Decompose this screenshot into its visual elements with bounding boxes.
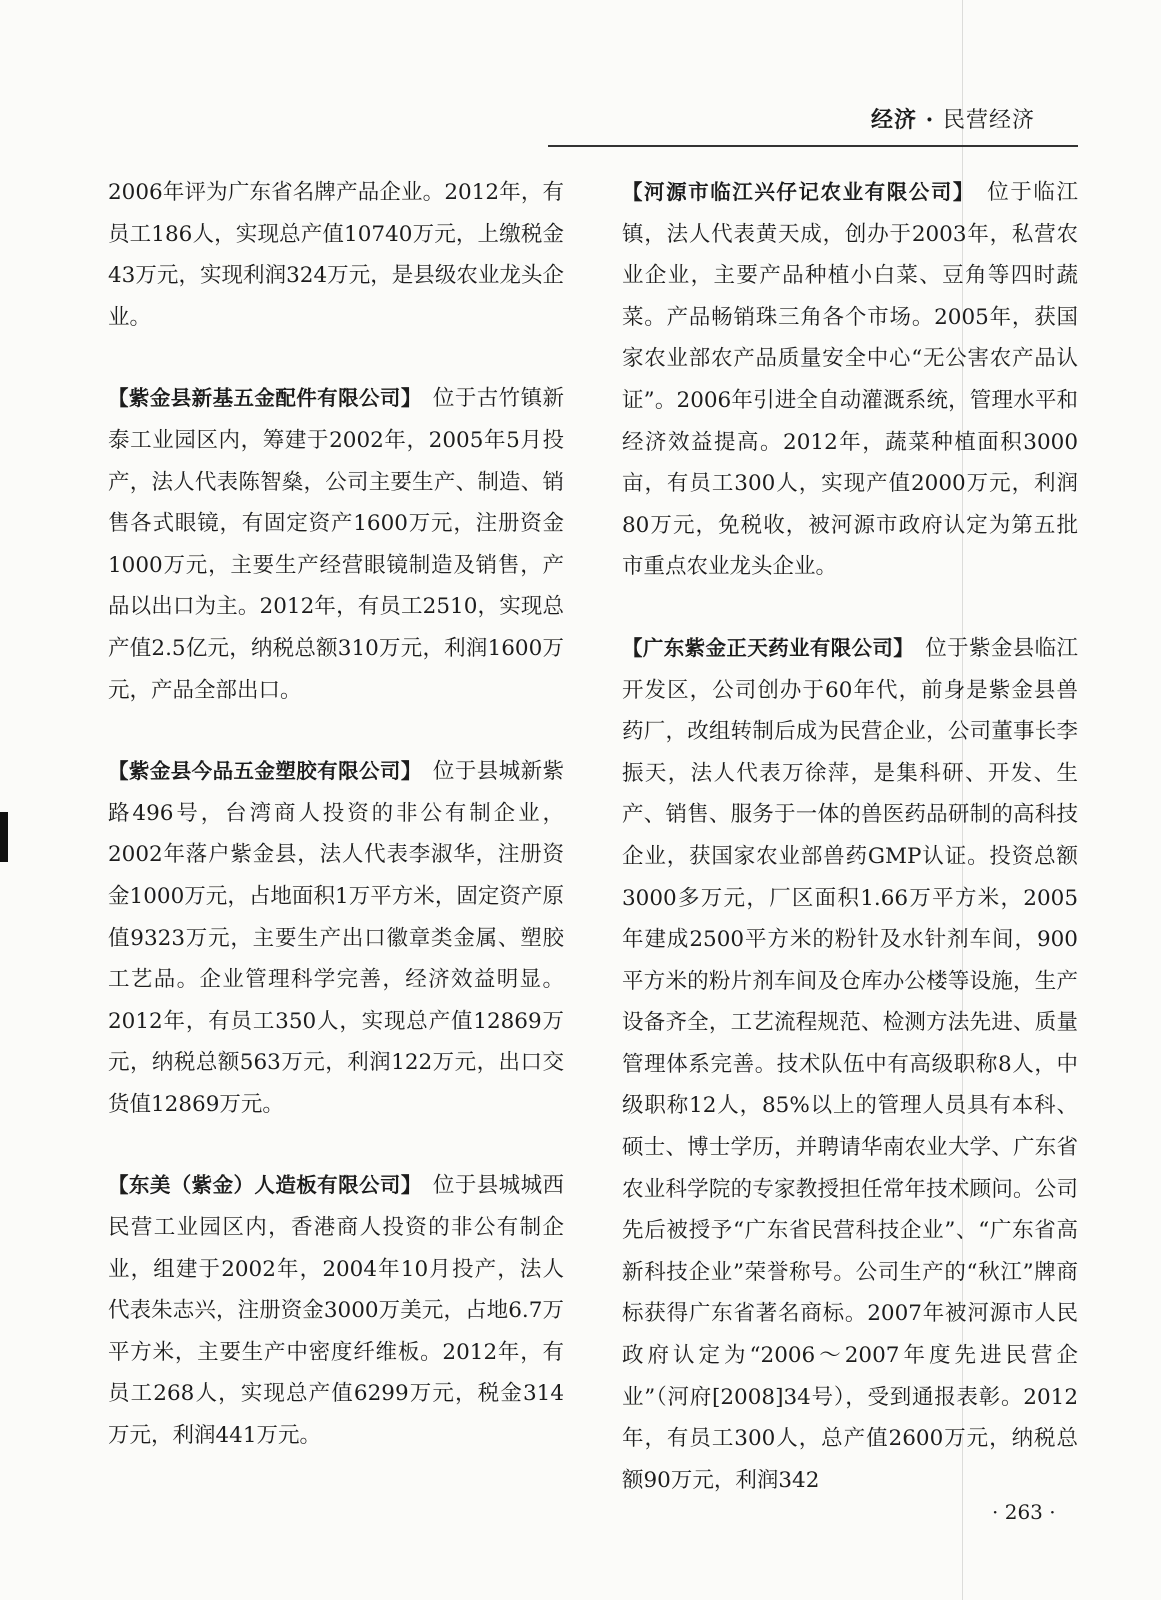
header-subsection: 民营经济 [942,108,1035,133]
entry-jinpin-plastic [108,751,564,1125]
entry-title: 【东美（紫金）人造板有限公司】 [108,1173,422,1198]
entry-title: 【紫金县新基五金配件有限公司】 [108,386,422,411]
entry-xinji-hardware [108,378,564,711]
entry-continued [108,172,564,338]
entry-title: 【广东紫金正天药业有限公司】 [622,635,915,660]
left-column [108,172,564,1497]
entry-zhengtian-pharma [622,628,1078,1501]
entry-dongmei-board [108,1165,564,1456]
entry-text: 2006年评为广东省名牌产品企业。2012年，有员工186人，实现总产值10740万元，上缴税金43万元，实现利润324万元，是县级农业龙头企业。 [108,180,564,330]
entry-xingziji-agriculture [622,172,1078,588]
entry-title: 【河源市临江兴仔记农业有限公司】 [622,180,975,204]
right-column [622,172,1078,1541]
header-rule [548,145,1078,147]
header-section: 经济 [870,107,917,133]
entry-text: 位于县城新紫路496号，台湾商人投资的非公有制企业，2002年落户紫金县，法人代表李淑华，注册资金1000万元，占地面积1万平方米，固定资产原值9323万元，主要生产出口徽章类金属、塑胶工艺品。企业管理科学完善，经济效益明显。2012年，有员工350人，实现总产值12869万元，纳税总额563万元，利润122万元，出口交货值12869万元。 [108,759,564,1117]
entry-text: 位于县城城西民营工业园区内，香港商人投资的非公有制企业，组建于2002年，2004年10月投产，法人代表朱志兴，注册资金3000万美元，占地6.7万平方米，主要生产中密度纤维板。2012年，有员工268人，实现总产值6299万元，税金314万元，利润441万元。 [108,1173,564,1449]
page-number: · 263 · [992,1500,1056,1524]
running-header [871,103,1035,134]
entry-text: 位于紫金县临江开发区，公司创办于60年代，前身是紫金县兽药厂，改组转制后成为民营企业，公司董事长李振天，法人代表万徐萍，是集科研、开发、生产、销售、服务于一体的兽医药品研制的高科技企业，获国家农业部兽药GMP认证。投资总额3000多万元，厂区面积1.66万平方米，2005年建成2500平方米的粉针及水针剂车间，900平方米的粉片剂车间及仓库办公楼等设施，生产设备齐全，工艺流程规范、检测方法先进、质量管理体系完善。技术队伍中有高级职称8人，中级职称12人，85%以上的管理人员具有本科、硕士、博士学历，并聘请华南农业大学、广东省农业科学院的专家教授担任常年技术顾问。公司先后被授予“广东省民营科技企业”、“广东省高新科技企业”荣誉称号。公司生产的“秋江”牌商标获得广东省著名商标。2007年被河源市人民政府认定为“2006～2007年度先进民营企业”（河府[2008]34号），受到通报表彰。2012年，有员工300人，总产值2600万元，纳税总额90万元，利润342 [622,635,1078,1493]
binding-edge-mark [0,812,8,862]
entry-text: 位于古竹镇新泰工业园区内，筹建于2002年，2005年5月投产，法人代表陈智燊，公司主要生产、制造、销售各式眼镜，有固定资产1600万元，注册资金1000万元，主要生产经营眼镜制造及销售，产品以出口为主。2012年，有员工2510，实现总产值2.5亿元，纳税总额310万元，利润1600万元，产品全部出口。 [108,386,564,703]
header-separator: · [925,107,935,133]
entry-text: 位于临江镇，法人代表黄天成，创办于2003年，私营农业企业，主要产品种植小白菜、豆角等四时蔬菜。产品畅销珠三角各个市场。2005年，获国家农业部农产品质量安全中心“无公害农产品认证”。2006年引进全自动灌溉系统，管理水平和经济效益提高。2012年，蔬菜种植面积3000亩，有员工300人，实现产值2000万元，利润80万元，免税收，被河源市政府认定为第五批市重点农业龙头企业。 [622,180,1078,580]
entry-title: 【紫金县今品五金塑胶有限公司】 [108,759,422,784]
